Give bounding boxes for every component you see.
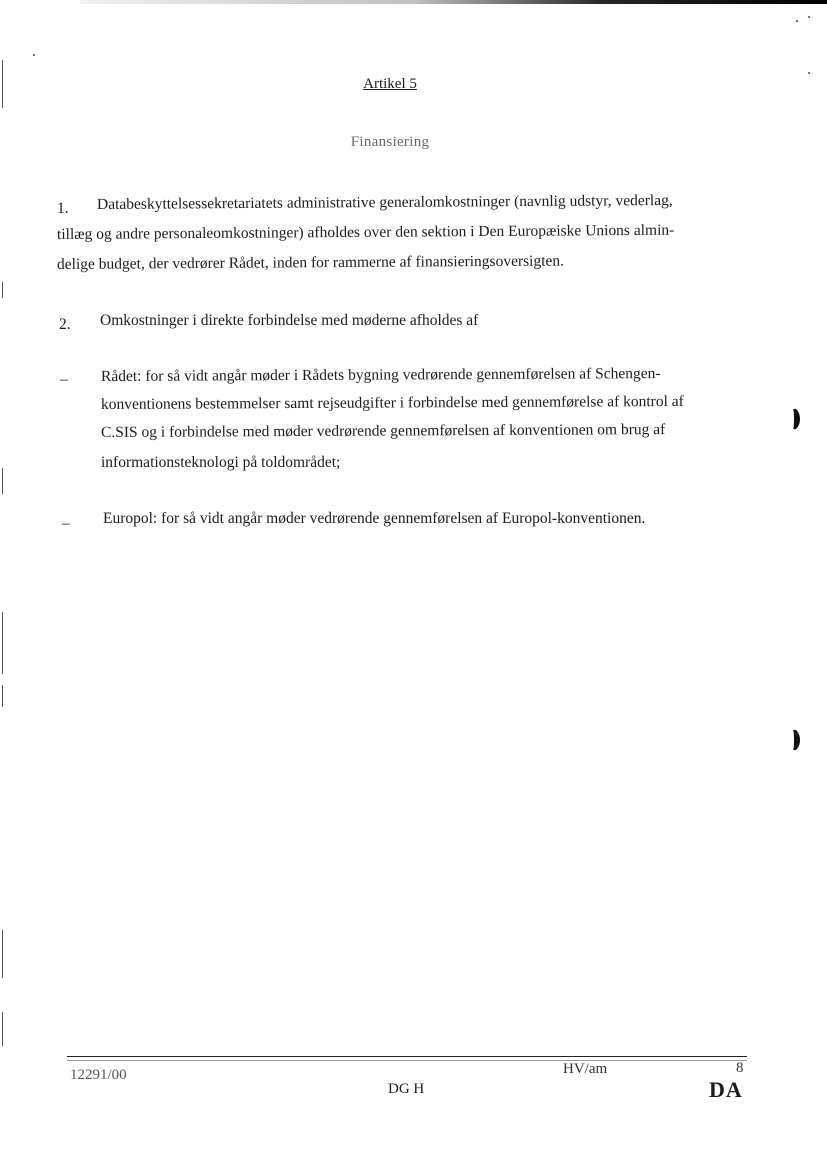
left-margin-mark <box>2 685 3 707</box>
footer-rule <box>67 1056 747 1057</box>
bullet-dash: – <box>60 371 68 388</box>
paragraph-line: tillæg og andre personaleomkostninger) afholdes over den sektion i Den Europæiske Unions almin- <box>56 221 675 243</box>
bullet-line: C.SIS og i forbindelse med møder vedrørende gennemførelsen af konventionen om brug af <box>100 421 666 441</box>
footer-rule <box>67 1060 747 1061</box>
paragraph-line: Omkostninger i direkte forbindelse med møderne afholdes af <box>100 312 479 329</box>
scan-speck <box>33 54 35 56</box>
scan-speck <box>808 16 810 18</box>
bullet-line: Rådet: for så vidt angår møder i Rådets bygning vedrørende gennemførelsen af Schengen- <box>100 365 661 385</box>
punch-hole-mark <box>786 408 800 430</box>
scan-speck <box>796 20 798 22</box>
language-code: DA <box>709 1077 743 1102</box>
left-margin-mark <box>2 1012 3 1046</box>
bullet-line: informationsteknologi på toldområdet; <box>101 454 341 471</box>
page-number: 8 <box>736 1060 744 1076</box>
punch-hole-mark <box>786 729 800 751</box>
article-heading: Artikel 5 <box>363 76 417 92</box>
section-number: 1. <box>57 200 69 217</box>
bullet-line: konventionens bestemmelser samt rejseudgifter i forbindelse med gennemførelse af kontrol af <box>100 392 684 413</box>
directorate-code: DG H <box>388 1081 425 1097</box>
paragraph-line: Databeskyttelsessekretariatets administrative generalomkostninger (navnlig udstyr, vederlag, <box>96 191 673 213</box>
article-subheading: Finansiering <box>350 134 430 150</box>
author-reference: HV/am <box>563 1061 608 1077</box>
bullet-dash: – <box>62 515 70 532</box>
page-top-edge <box>80 0 827 4</box>
left-margin-mark <box>2 282 3 298</box>
left-margin-mark <box>2 930 3 978</box>
scan-speck <box>808 72 810 74</box>
left-margin-mark <box>2 468 3 494</box>
paragraph-line: delige budget, der vedrører Rådet, inden for rammerne af finansieringsoversigten. <box>56 252 565 273</box>
document-reference: 12291/00 <box>70 1067 127 1083</box>
left-margin-mark <box>2 612 3 674</box>
bullet-line: Europol: for så vidt angår møder vedrørende gennemførelsen af Europol-konventionen. <box>103 510 646 527</box>
section-number: 2. <box>59 316 71 333</box>
